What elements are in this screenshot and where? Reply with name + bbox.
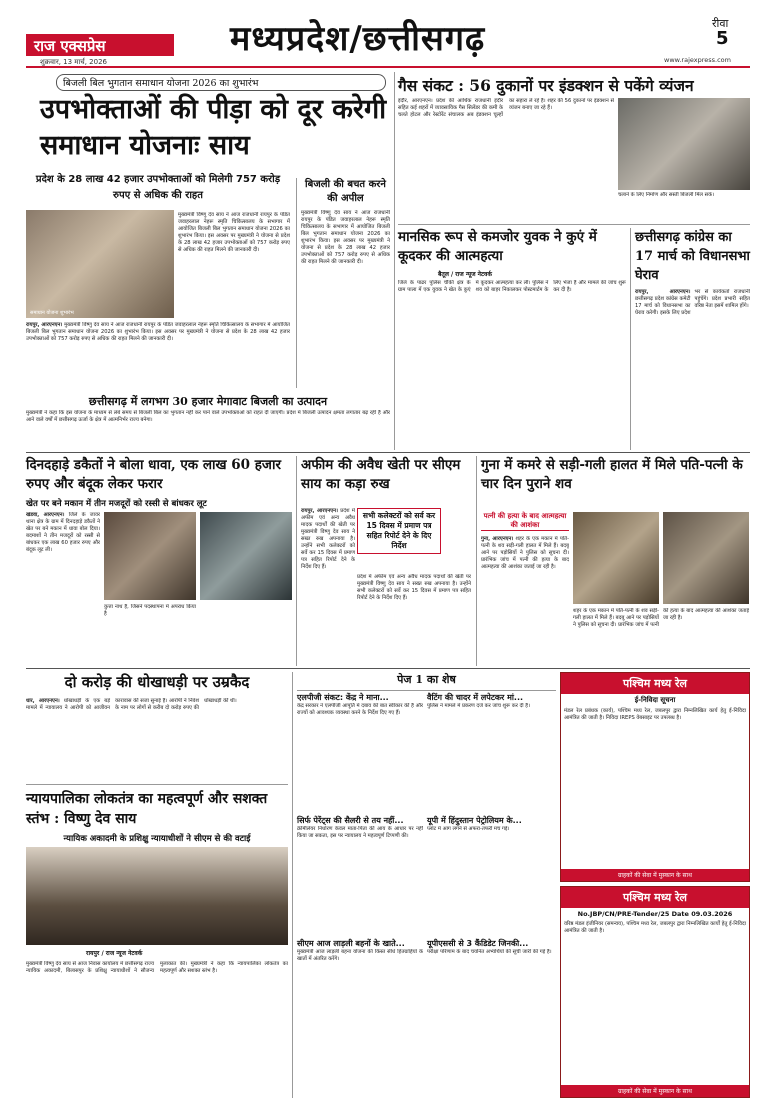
ad1-org: पश्चिम मध्य रेल: [561, 673, 749, 694]
cont-body-0: केंद्र सरकार ने एलपीजी आपूर्ति में दबाव की बात स्वीकार की है और राज्यों को आवश्यक व्यवस्था करने के निर्देश दिए गए हैं।: [297, 703, 423, 717]
dacoit-dateline: खंडवा, आरएनएन।: [26, 512, 65, 518]
lead-subhead: प्रदेश के 28 लाख 42 हजार उपभोक्ताओं को मिलेगी 757 करोड़ रुपए से अधिक की राहत: [35, 174, 281, 201]
fraud-story: [26, 672, 288, 782]
sub-story-body: मुख्यमंत्री ने कहा कि इस योजना के माध्यम से लंबे समय से बिजली बिल का भुगतान नहीं कर पाने वाले उपभोक्ताओं को राहत दी जाएगी। प्रदेश में बिजली उत्पादन क्षमता लगातार बढ़ रही है और आने वाले वर्षों में छत्तीसगढ़ ऊर्जा के क्षेत्र में आत्मनिर्भर राज्य बनेगा।: [26, 410, 390, 424]
opium-box: सभी कलेक्टरों को सर्व कर 15 दिवस में प्रमाण पत्र सहित रिपोर्ट देने के दिए निर्देश: [357, 508, 441, 554]
dacoit-body-text: जिले के जावर थाना क्षेत्र के ग्राम में दिनदहाड़े डकैतों ने खेत पर बने मकान में धावा बोल दिया। बदमाशों ने तीन मजदूरों को रस्सी से बांधकर एक लाख 60 हजार रुपए और बंदूक लूट ली।: [26, 512, 100, 554]
cont-title-5: यूपीएससी से 3 कैंडिडेट जिनकी...: [427, 939, 529, 948]
cont-body-4: प्लांट में आग लगने से अफरा-तफरी मच गई।: [427, 826, 510, 832]
band-rule-2: [26, 668, 750, 669]
guna-story: [476, 456, 750, 666]
gas-story: [398, 72, 750, 222]
masthead-date: शुक्रवार, 13 मार्च, 2026: [40, 58, 107, 66]
continued-col-right: [427, 692, 553, 1096]
masthead: [0, 0, 778, 66]
page-number: 5: [716, 28, 729, 49]
continued-label: पेज 1 का शेष: [297, 672, 556, 691]
guna-dateline: गुना, आरएनएन।: [481, 536, 514, 542]
gas-caption: चलाने के लिए निर्माण और सस्ती बिजली मिल सके।: [618, 192, 715, 198]
congress-dateline: रायपुर, आरएनएन।: [635, 289, 691, 295]
congress-body: [635, 289, 750, 429]
lead-body: [26, 322, 290, 390]
lead-dateline: रायपुर, आरएनएन।: [26, 322, 63, 328]
guna-body: [481, 536, 569, 662]
ad2-body: वरिष्ठ मंडल इंजीनियर (समन्वय), पश्चिम मध्य रेल, जबलपुर द्वारा निम्नलिखित कार्यों हेतु ई-निविदा आमंत्रित की जाती है।: [564, 921, 746, 935]
opium-story: [296, 456, 472, 666]
guna-photo-2: [663, 512, 749, 604]
lead-photo-caption: समाधान योजना शुभारंभ: [30, 310, 74, 316]
cont-title-3: वैटिंग की चादर में लपेटकर मां...: [427, 693, 524, 702]
cont-body-3: पुलिस ने मामले में प्रकरण दर्ज कर जांच शुरू कर दी है।: [427, 703, 530, 709]
dacoit-body: [26, 512, 100, 662]
guna-body-text: शहर के एक मकान में पति-पत्नी के शव सड़ी-गली हालत में मिले हैं। बदबू आने पर पड़ोसियों ने पुलिस को सूचना दी। प्रारंभिक जांच में पत्नी की हत्या के बाद आत्महत्या की आशंका जताई जा रही है।: [481, 536, 569, 571]
fraud-headline: दो करोड़ की धोखाधड़ी पर उम्रकैद: [64, 673, 250, 691]
continued-section: [292, 672, 556, 1098]
mental-story: [398, 228, 626, 450]
cont-body-5: परीक्षा परिणाम के बाद चयनित अभ्यर्थियों की सूची जारी की गई है।: [427, 949, 552, 955]
band-rule-1: [26, 452, 750, 453]
fraud-body-text: धोखाधड़ी के एक बड़े मामले में न्यायालय ने आरोपी को आजीवन कारावास की सजा सुनाई है। आरोपी ने निवेश के नाम पर लोगों से करीब दो करोड़ रुपए की धोखाधड़ी की थी।: [26, 698, 237, 712]
lead-kicker: बिजली बिल भुगतान समाधान योजना 2026 का शुभारंभ: [56, 74, 386, 91]
congress-headline: छत्तीसगढ़ कांग्रेस का 17 मार्च को विधानसभा घेराव: [635, 230, 750, 283]
lead-sidebox: [296, 178, 390, 388]
cont-body-1: क्रीमीलेयर निर्धारण केवल माता-पिता की आय के आधार पर नहीं किया जा सकता, इस पर न्यायालय ने महत्वपूर्ण टिप्पणी की।: [297, 826, 423, 840]
mental-byline: बैतूल / राज न्यूज नेटवर्क: [438, 271, 492, 278]
guna-headline: गुना में कमरे से सड़ी-गली हालत में मिले पति-पत्नी के चार दिन पुराने शव: [481, 457, 743, 492]
dacoit-photo-1: [104, 512, 196, 600]
opium-body-right: प्रदेश में अफीम एवं अन्य अवैध मादक पदार्थों की खेती पर मुख्यमंत्री विष्णु देव साय ने सख्त रुख अपनाया है। उन्होंने सभी कलेक्टरों को सर्वे कर 15 दिवस में प्रमाण पत्र सहित रिपोर्ट देने के निर्देश दिए हैं।: [357, 574, 471, 602]
dacoit-headline: दिनदहाड़े डकैतों ने बोला धावा, एक लाख 60 हजार रुपए और बंदूक लेकर फरार: [26, 457, 281, 492]
cont-title-0: एलपीजी संकट: केंद्र ने माना...: [297, 693, 389, 702]
masthead-rule: [26, 66, 750, 68]
ad2-title: No.JBP/CN/PRE-Tender/25 Date 09.03.2026: [577, 910, 733, 918]
section-title: मध्यप्रदेश/छत्तीसगढ़: [230, 19, 486, 59]
opium-headline: अफीम की अवैध खेती पर सीएम साय का कड़ा रुख: [301, 457, 461, 492]
gas-body: इंदौर, आरएनएन। प्रदेश की आर्थिक राजधानी इंदौर सहित कई शहरों में व्यावसायिक गैस सिलेंडर की कमी के चलते होटल और रेस्टोरेंट संचालक अब इंडक्शन चूल्हों का सहारा ले रहे हैं। शहर की 56 दुकानों पर इंडक्शन से व्यंजन बनाए जा रहे हैं।: [398, 98, 614, 119]
gas-photo: [618, 98, 750, 190]
mental-headline: मानसिक रूप से कमजोर युवक ने कुएं में कूदकर की आत्महत्या: [398, 229, 597, 264]
cont-title-2: सीएम आज लाड़ली बहनों के खाते...: [297, 939, 405, 948]
judiciary-photo: [26, 847, 288, 945]
paper-name: राज एक्सप्रेस: [26, 34, 174, 56]
sub-story-head: छत्तीसगढ़ में लगभग 30 हजार मेगावाट बिजली का उत्पादन: [88, 395, 328, 408]
side-head: बिजली की बचत करने की अपील: [305, 179, 386, 204]
ad2-org: पश्चिम मध्य रेल: [561, 887, 749, 908]
guna-photo-1: [573, 512, 659, 604]
opium-body-text: प्रदेश में अफीम एवं अन्य अवैध मादक पदार्थों की खेती पर मुख्यमंत्री विष्णु देव साय ने सख्त रुख अपनाया है। उन्होंने सभी कलेक्टरों को सर्वे कर 15 दिवस में प्रमाण पत्र सहित रिपोर्ट देने के निर्देश दिए हैं।: [301, 508, 355, 571]
guna-tag: पत्नी की हत्या के बाद आत्महत्या की आशंका: [481, 512, 569, 531]
fraud-dateline: धार, आरएनएन।: [26, 698, 60, 704]
website: www.rajexpress.com: [664, 56, 731, 64]
judiciary-headline: न्यायपालिका लोकतंत्र का महत्वपूर्ण और सशक्त स्तंभ : विष्णु देव साय: [26, 791, 268, 827]
col-divider: [394, 72, 395, 450]
congress-body-text: छत्तीसगढ़ प्रदेश कांग्रेस कमेटी 17 मार्च को विधानसभा का घेराव करेगी। इसके लिए प्रदेश भर से कार्यकर्ता राजधानी पहुंचेंगे। प्रदेश प्रभारी सहित वरिष्ठ नेता इसमें शामिल होंगे।: [635, 289, 750, 317]
railway-ad-1: [560, 672, 750, 882]
continued-col-left: [297, 692, 423, 1096]
masthead-city: रीवा: [712, 17, 729, 30]
judiciary-body: मुख्यमंत्री विष्णु देव साय से आज निवास कार्यालय में छत्तीसगढ़ राज्य न्यायिक अकादमी, बिलासपुर के प्रशिक्षु न्यायाधीशों ने सौजन्य मुलाकात की। मुख्यमंत्री ने कहा कि न्यायपालिका लोकतंत्र का महत्वपूर्ण और सशक्त स्तंभ है।: [26, 961, 288, 975]
gas-rule: [398, 224, 750, 225]
congress-story: [630, 228, 750, 450]
dacoit-photo-2: [200, 512, 292, 600]
dacoit-caption: कुत्ता नाथ है, जिसने पदस्थापना में अपराध किया है: [104, 604, 196, 618]
lead-body-main: मुख्यमंत्री विष्णु देव साय ने आज राजधानी रायपुर के पंडित जवाहरलाल नेहरू स्मृति चिकित्सालय के सभागार में आयोजित बिजली बिल भुगतान समाधान योजना 2026 का शुभारंभ किया। इस अवसर पर मुख्यमंत्री ने योजना से प्रदेश के 28 लाख 42 हजार उपभोक्ताओं को 757 करोड़ रुपए से अधिक की राहत मिलने की जानकारी दी।: [26, 322, 290, 343]
lead-headline: उपभोक्ताओं की पीड़ा को दूर करेगी समाधान योजनाः साय: [40, 94, 387, 161]
lead-photo: [26, 210, 174, 318]
judiciary-caption: रायपुर / राज न्यूज नेटवर्क: [86, 950, 143, 957]
railway-ad-2: [560, 886, 750, 1098]
judiciary-story: [26, 784, 288, 1098]
cont-title-4: यूपी में हिंदुस्तान पेट्रोलियम के...: [427, 816, 522, 825]
dacoit-subhead: खेत पर बने मकान में तीन मजदूरों को रस्सी से बांधकर लूट: [26, 499, 207, 509]
ad1-body: मंडल रेल प्रबंधक (कार्य), पश्चिम मध्य रेल, जबलपुर द्वारा निम्नलिखित कार्य हेतु ई-निविदा आमंत्रित की जाती है। निविदा IREPS वेबसाइट पर उपलब्ध है।: [564, 708, 746, 722]
cont-body-2: मुख्यमंत्री आज लाड़ली बहना योजना की किस्त सीधे हितग्राहियों के खातों में अंतरित करेंगे।: [297, 949, 423, 963]
lead-body-right: मुख्यमंत्री विष्णु देव साय ने आज राजधानी रायपुर के पंडित जवाहरलाल नेहरू स्मृति चिकित्सालय के सभागार में आयोजित बिजली बिल भुगतान समाधान योजना 2026 का शुभारंभ किया। इस अवसर पर मुख्यमंत्री ने योजना से प्रदेश के 28 लाख 42 हजार उपभोक्ताओं को 757 करोड़ रुपए से अधिक की राहत मिलने की जानकारी दी।: [178, 212, 290, 254]
side-body: मुख्यमंत्री विष्णु देव साय ने आज राजधानी रायपुर के पंडित जवाहरलाल नेहरू स्मृति चिकित्सालय के सभागार में आयोजित बिजली बिल भुगतान समाधान योजना 2026 का शुभारंभ किया। इस अवसर पर मुख्यमंत्री ने योजना से प्रदेश के 28 लाख 42 हजार उपभोक्ताओं को 757 करोड़ रुपए से अधिक की राहत मिलने की जानकारी दी।: [301, 210, 390, 266]
opium-dateline: रायपुर, आरएनएन।: [301, 508, 338, 514]
mental-body: जिले के पाढर पुलिस चौकी क्षेत्र के ग्राम पाला में एक युवक ने खेत के कुएं में कूदकर आत्महत्या कर ली। पुलिस ने शव को बाहर निकालकर पोस्टमार्टम के लिए भेजा है और मामले की जांच शुरू कर दी है।: [398, 280, 626, 294]
guna-body-2: शहर के एक मकान में पति-पत्नी के शव सड़ी-गली हालत में मिले हैं। बदबू आने पर पड़ोसियों ने पुलिस को सूचना दी। प्रारंभिक जांच में पत्नी की हत्या के बाद आत्महत्या की आशंका जताई जा रही है।: [573, 608, 749, 629]
ad2-footer: ग्राहकों की सेवा में मुस्कान के साथ: [561, 1085, 749, 1097]
dacoit-story: [26, 456, 292, 666]
gas-headline: गैस संकट : 56 दुकानों पर इंडक्शन से पकेंगे व्यंजन: [398, 76, 694, 95]
judiciary-subhead: न्यायिक अकादमी के प्रशिक्षु न्यायाधीशों ने सीएम से की वटाई: [63, 834, 251, 844]
cont-title-1: सिर्फ पेरेंट्स की सैलरी से तय नहीं...: [297, 816, 404, 825]
lead-story: [26, 72, 390, 450]
ad1-title: ई-निविदा सूचना: [634, 696, 676, 704]
fraud-body: [26, 698, 288, 782]
opium-body: [301, 508, 355, 662]
ad1-footer: ग्राहकों की सेवा में मुस्कान के साथ: [561, 869, 749, 881]
